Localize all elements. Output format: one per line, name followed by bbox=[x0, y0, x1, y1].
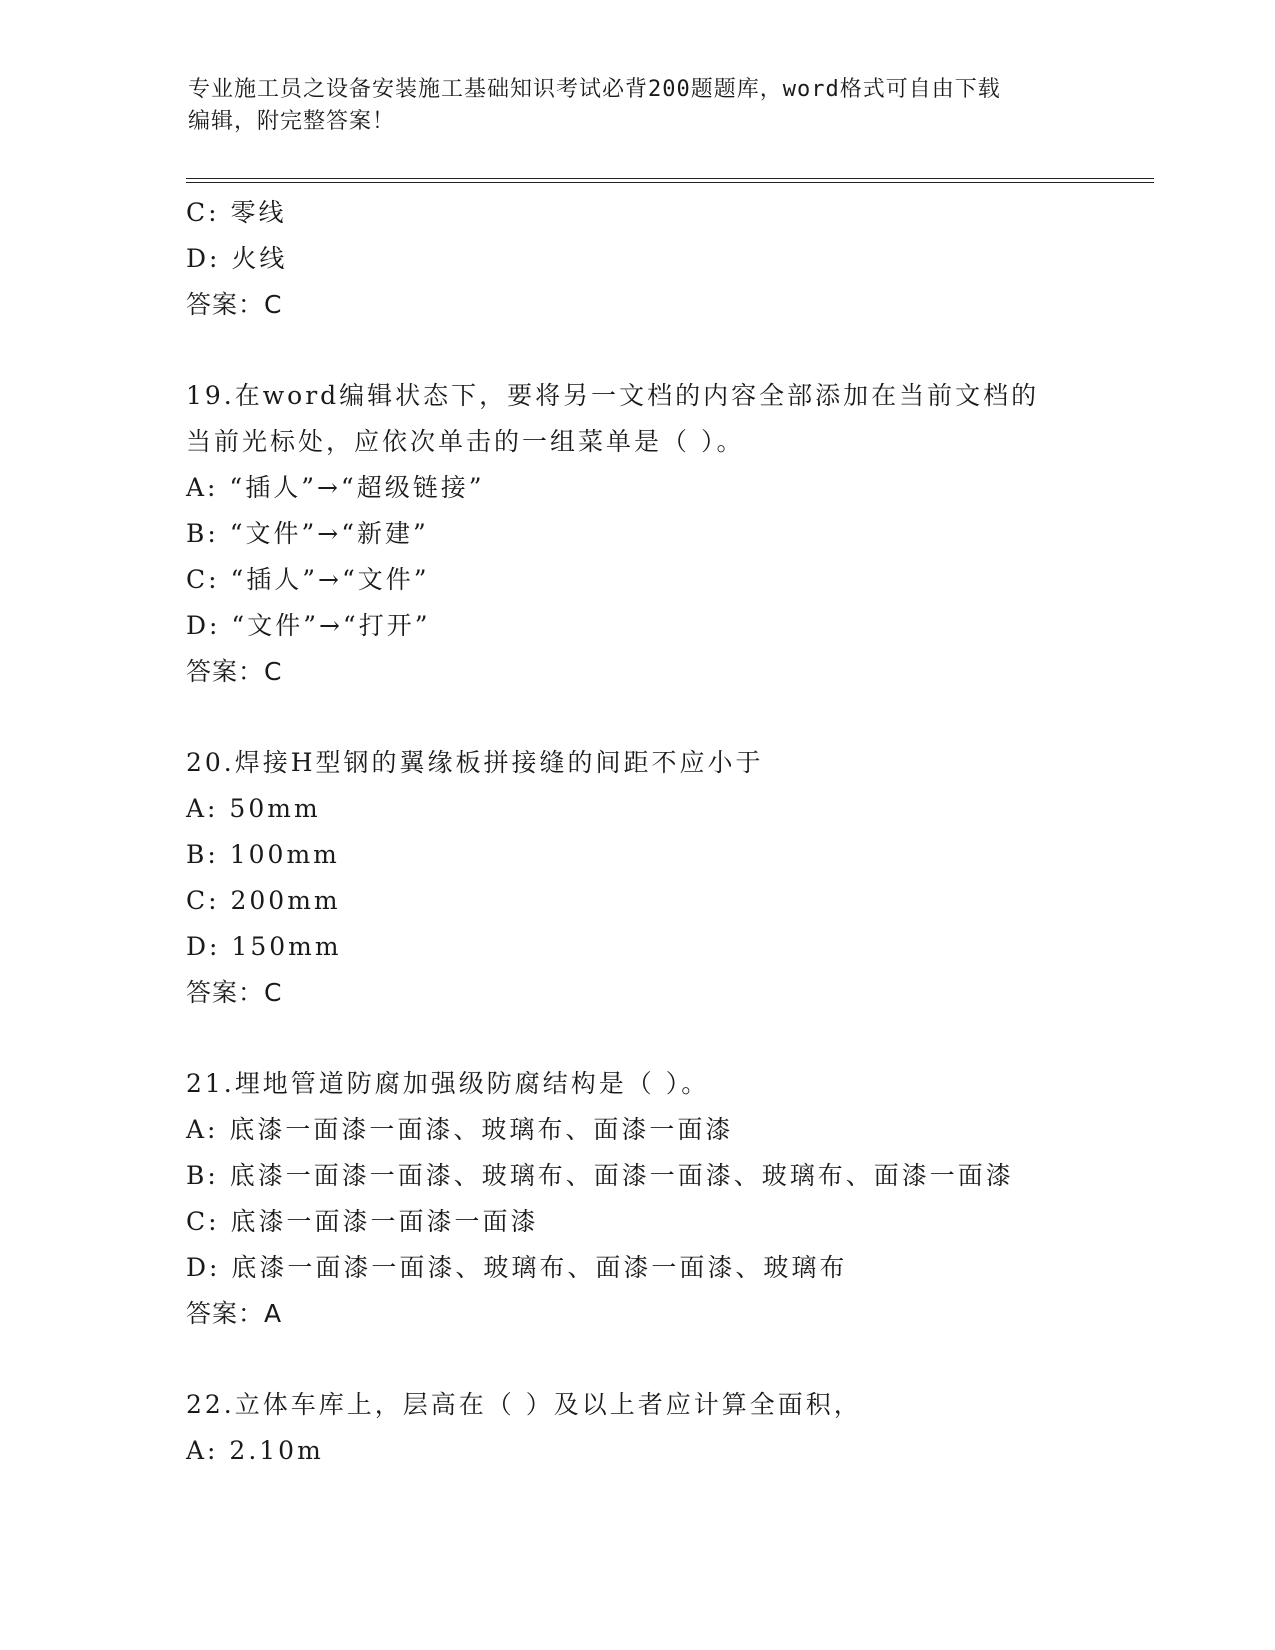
answer: 答案：C bbox=[186, 978, 283, 1007]
option-c: C: 底漆一面漆一面漆一面漆 bbox=[186, 1207, 539, 1236]
document-header bbox=[188, 74, 1088, 138]
header-double-rule bbox=[186, 178, 1154, 183]
option-b: B: 底漆一面漆一面漆、玻璃布、面漆一面漆、玻璃布、面漆一面漆 bbox=[186, 1161, 1014, 1190]
question-stem: 22.立体车库上，层高在（ ）及以上者应计算全面积， bbox=[186, 1390, 862, 1419]
question-19 bbox=[186, 373, 1086, 695]
spacer bbox=[186, 1337, 1086, 1382]
option-c: C: “插人”→“文件” bbox=[186, 565, 430, 594]
question-stem: 当前光标处，应依次单击的一组菜单是（ ）。 bbox=[186, 427, 745, 456]
option-d: D: “文件”→“打开” bbox=[186, 611, 431, 640]
spacer bbox=[186, 328, 1086, 373]
option-d: D: 底漆一面漆一面漆、玻璃布、面漆一面漆、玻璃布 bbox=[186, 1253, 848, 1282]
spacer bbox=[186, 695, 1086, 740]
option-a: A: 底漆一面漆一面漆、玻璃布、面漆一面漆 bbox=[186, 1115, 734, 1144]
header-line-1: 专业施工员之设备安装施工基础知识考试必背200题题库，word格式可自由下载 bbox=[188, 77, 1001, 102]
option-a: A: 50mm bbox=[186, 794, 321, 823]
question-stem: 21.埋地管道防腐加强级防腐结构是（ ）。 bbox=[186, 1069, 710, 1098]
option-a: A: “插人”→“超级链接” bbox=[186, 473, 485, 502]
question-list bbox=[186, 190, 1086, 1474]
spacer bbox=[186, 1016, 1086, 1061]
question-22 bbox=[186, 1382, 1086, 1474]
option-c: C: 零线 bbox=[186, 198, 287, 227]
option-d: D: 火线 bbox=[186, 244, 288, 273]
question-stem: 19.在word编辑状态下，要将另一文档的内容全部添加在当前文档的 bbox=[186, 381, 1040, 410]
option-c: C: 200mm bbox=[186, 886, 341, 915]
option-b: B: “文件”→“新建” bbox=[186, 519, 429, 548]
option-d: D: 150mm bbox=[186, 932, 342, 961]
question-stem: 20.焊接H型钢的翼缘板拼接缝的间距不应小于 bbox=[186, 748, 764, 777]
question-18-tail bbox=[186, 190, 1086, 328]
option-b: B: 100mm bbox=[186, 840, 340, 869]
answer: 答案：C bbox=[186, 657, 283, 686]
answer: 答案：A bbox=[186, 1299, 283, 1328]
question-20 bbox=[186, 740, 1086, 1016]
option-a: A: 2.10m bbox=[186, 1436, 324, 1465]
answer: 答案：C bbox=[186, 290, 283, 319]
header-line-2: 编辑，附完整答案！ bbox=[188, 109, 396, 134]
question-21 bbox=[186, 1061, 1086, 1337]
